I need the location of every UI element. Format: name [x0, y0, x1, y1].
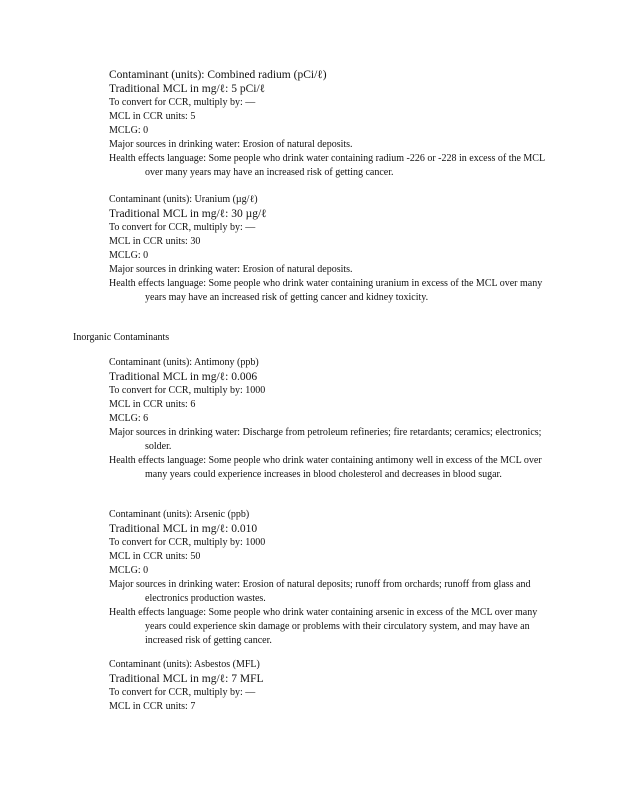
major-sources: Major sources in drinking water: Erosion of natural deposits.: [109, 139, 353, 150]
health-effects: Health effects language: Some people who drink water containing uranium in excess of the MCL over many years may have an increased risk of getting cancer and kidney toxicity.: [109, 278, 543, 303]
traditional-mcl: Traditional MCL in mg/ℓ: 30 µg/ℓ: [109, 208, 267, 220]
mcl-ccr-units: MCL in CCR units: 30: [109, 236, 201, 247]
contaminant-title: Contaminant (units): Antimony (ppb): [109, 357, 259, 368]
traditional-mcl: Traditional MCL in mg/ℓ: 7 MFL: [109, 673, 264, 685]
convert-factor: To convert for CCR, multiply by: —: [109, 222, 256, 233]
mcl-ccr-units: MCL in CCR units: 50: [109, 551, 201, 562]
contaminant-title: Contaminant (units): Asbestos (MFL): [109, 659, 260, 670]
contaminant-entry: [109, 658, 549, 714]
contaminant-entry: [109, 508, 549, 648]
contaminant-title: Contaminant (units): Combined radium (pCi/ℓ): [109, 69, 327, 81]
contaminant-entry: [109, 193, 549, 305]
mcl-ccr-units: MCL in CCR units: 5: [109, 111, 196, 122]
contaminant-title: Contaminant (units): Uranium (µg/ℓ): [109, 194, 258, 205]
convert-factor: To convert for CCR, multiply by: 1000: [109, 537, 266, 548]
health-effects: Health effects language: Some people who drink water containing arsenic in excess of the MCL over many years could experience skin damage or problems with their circulatory system, and may have an increased risk of getting cancer.: [109, 607, 538, 646]
convert-factor: To convert for CCR, multiply by: —: [109, 687, 256, 698]
traditional-mcl: Traditional MCL in mg/ℓ: 0.006: [109, 371, 258, 383]
traditional-mcl: Traditional MCL in mg/ℓ: 5 pCi/ℓ: [109, 83, 266, 95]
contaminant-entry: [109, 356, 549, 482]
section-heading: Inorganic Contaminants: [73, 332, 170, 343]
mcl-ccr-units: MCL in CCR units: 7: [109, 701, 196, 712]
health-effects: Health effects language: Some people who drink water containing radium -226 or -228 in excess of the MCL over many years may have an increased risk of getting cancer.: [109, 153, 545, 178]
mcl-ccr-units: MCL in CCR units: 6: [109, 399, 196, 410]
traditional-mcl: Traditional MCL in mg/ℓ: 0.010: [109, 523, 258, 535]
mclg: MCLG: 0: [109, 250, 149, 261]
major-sources: Major sources in drinking water: Erosion of natural deposits; runoff from orchards; runoff from glass and electronics production wastes.: [109, 579, 531, 604]
health-effects: Health effects language: Some people who drink water containing antimony well in excess of the MCL over many years could experience increases in blood cholesterol and decreases in blood sugar.: [109, 455, 542, 480]
contaminant-entry: [109, 68, 549, 180]
mclg: MCLG: 0: [109, 565, 149, 576]
major-sources: Major sources in drinking water: Erosion of natural deposits.: [109, 264, 353, 275]
mclg: MCLG: 6: [109, 413, 149, 424]
mclg: MCLG: 0: [109, 125, 149, 136]
major-sources: Major sources in drinking water: Discharge from petroleum refineries; fire retardants; ceramics; electronics; solder.: [109, 427, 542, 452]
contaminant-title: Contaminant (units): Arsenic (ppb): [109, 509, 250, 520]
convert-factor: To convert for CCR, multiply by: —: [109, 97, 256, 108]
convert-factor: To convert for CCR, multiply by: 1000: [109, 385, 266, 396]
